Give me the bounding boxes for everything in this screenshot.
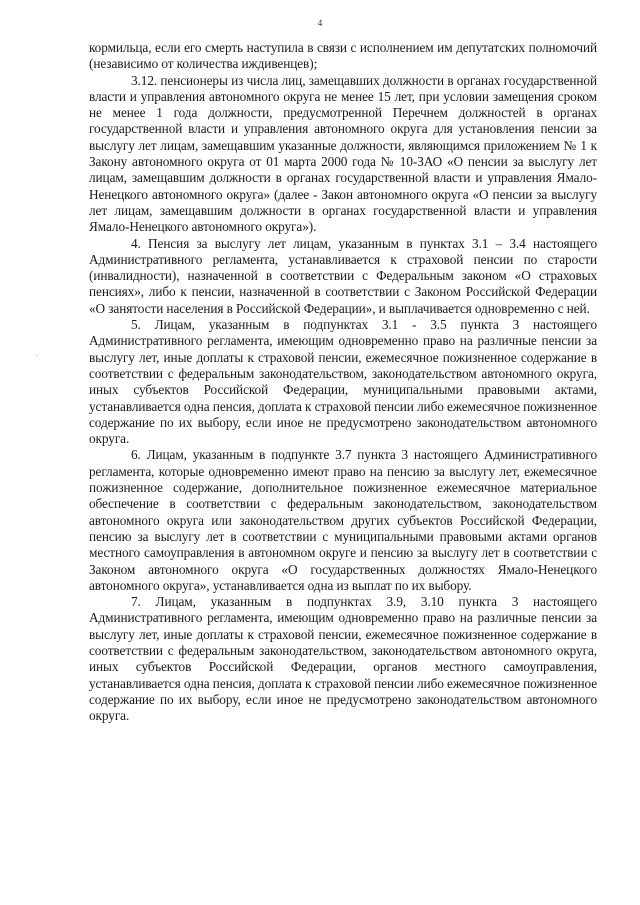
document-body — [89, 40, 597, 724]
page-number: 4 — [317, 18, 323, 28]
paragraph-4: 4. Пенсия за выслугу лет лицам, указанным в пунктах 3.1 – 3.4 настоящего Административного регламента, устанавливается к страховой пенсии по старости (инвалидности), назначенной в соответствии с Федеральным законом «О страховых пенсиях», либо к пенсии, назначенной в соответствии с Законом Российской Федерации «О занятости населения в Российской Федерации», и выплачивается одновременно с ней. — [89, 235, 597, 316]
paragraph-7: 7. Лицам, указанным в подпунктах 3.9, 3.10 пункта 3 настоящего Административного регламента, имеющим одновременно право на различные пенсии за выслугу лет, иные доплаты к страховой пенсии, ежемесячное пожизненное содержание в соответствии с федеральным законодательством, законодательством автономного округа, иных субъектов Российской Федерации, органов местного самоуправления, устанавливается одна пенсия, доплата к страховой пенсии либо ежемесячное пожизненное содержание по их выбору, если иное не предусмотрено законодательством автономного округа. — [89, 594, 597, 724]
paragraph-continuation: кормильца, если его смерть наступила в связи с исполнением им депутатских полномочий (независимо от количества иждивенцев); — [89, 40, 597, 72]
paragraph-5: 5. Лицам, указанным в подпунктах 3.1 - 3.5 пункта 3 настоящего Административного регламента, имеющим одновременно право на различные пенсии за выслугу лет, иные доплаты к страховой пенсии, ежемесячное пожизненное содержание в соответствии с федеральным законодательством, законодательством автономного округа, иных субъектов Российской Федерации, муниципальными правовыми актами, устанавливается одна пенсия, доплата к страховой пенсии либо ежемесячное пожизненное содержание по их выбору, если иное не предусмотрено законодательством автономного округа. — [89, 317, 597, 447]
margin-mark: . — [36, 349, 38, 358]
paragraph-6: 6. Лицам, указанным в подпункте 3.7 пункта 3 настоящего Административного регламента, которые одновременно имеют право на пенсию за выслугу лет, ежемесячное пожизненное содержание, дополнительное пожизненное ежемесячное материальное обеспечение в соответствии с федеральным законодательством, законодательством автономного округа или законодательством других субъектов Российской Федерации, пенсию за выслугу лет в соответствии с муниципальными правовыми актами органов местного самоуправления в автономном округе и пенсию за выслугу лет в соответствии с Законом автономного округа «О государственных должностях Ямало-Ненецкого автономного округа», устанавливается одна из выплат по их выбору. — [89, 447, 597, 593]
paragraph-3-12: 3.12. пенсионеры из числа лиц, замещавших должности в органах государственной власти и управления автономного округа не менее 15 лет, при условии замещения сроком не менее 1 года должности, предусмотренной Перечнем должностей в органах государственной власти и управления автономного округа для установления пенсии за выслугу лет лицам, замещавшим указанные должности, являющимся приложением № 1 к Закону автономного округа от 01 марта 2000 года № 10-ЗАО «О пенсии за выслугу лет лицам, замещавшим должности в органах государственной власти и управления Ямало-Ненецкого автономного округа» (далее - Закон автономного округа «О пенсии за выслугу лет лицам, замещавшим должности в органах государственной власти и управления Ямало-Ненецкого автономного округа»). — [89, 72, 597, 235]
